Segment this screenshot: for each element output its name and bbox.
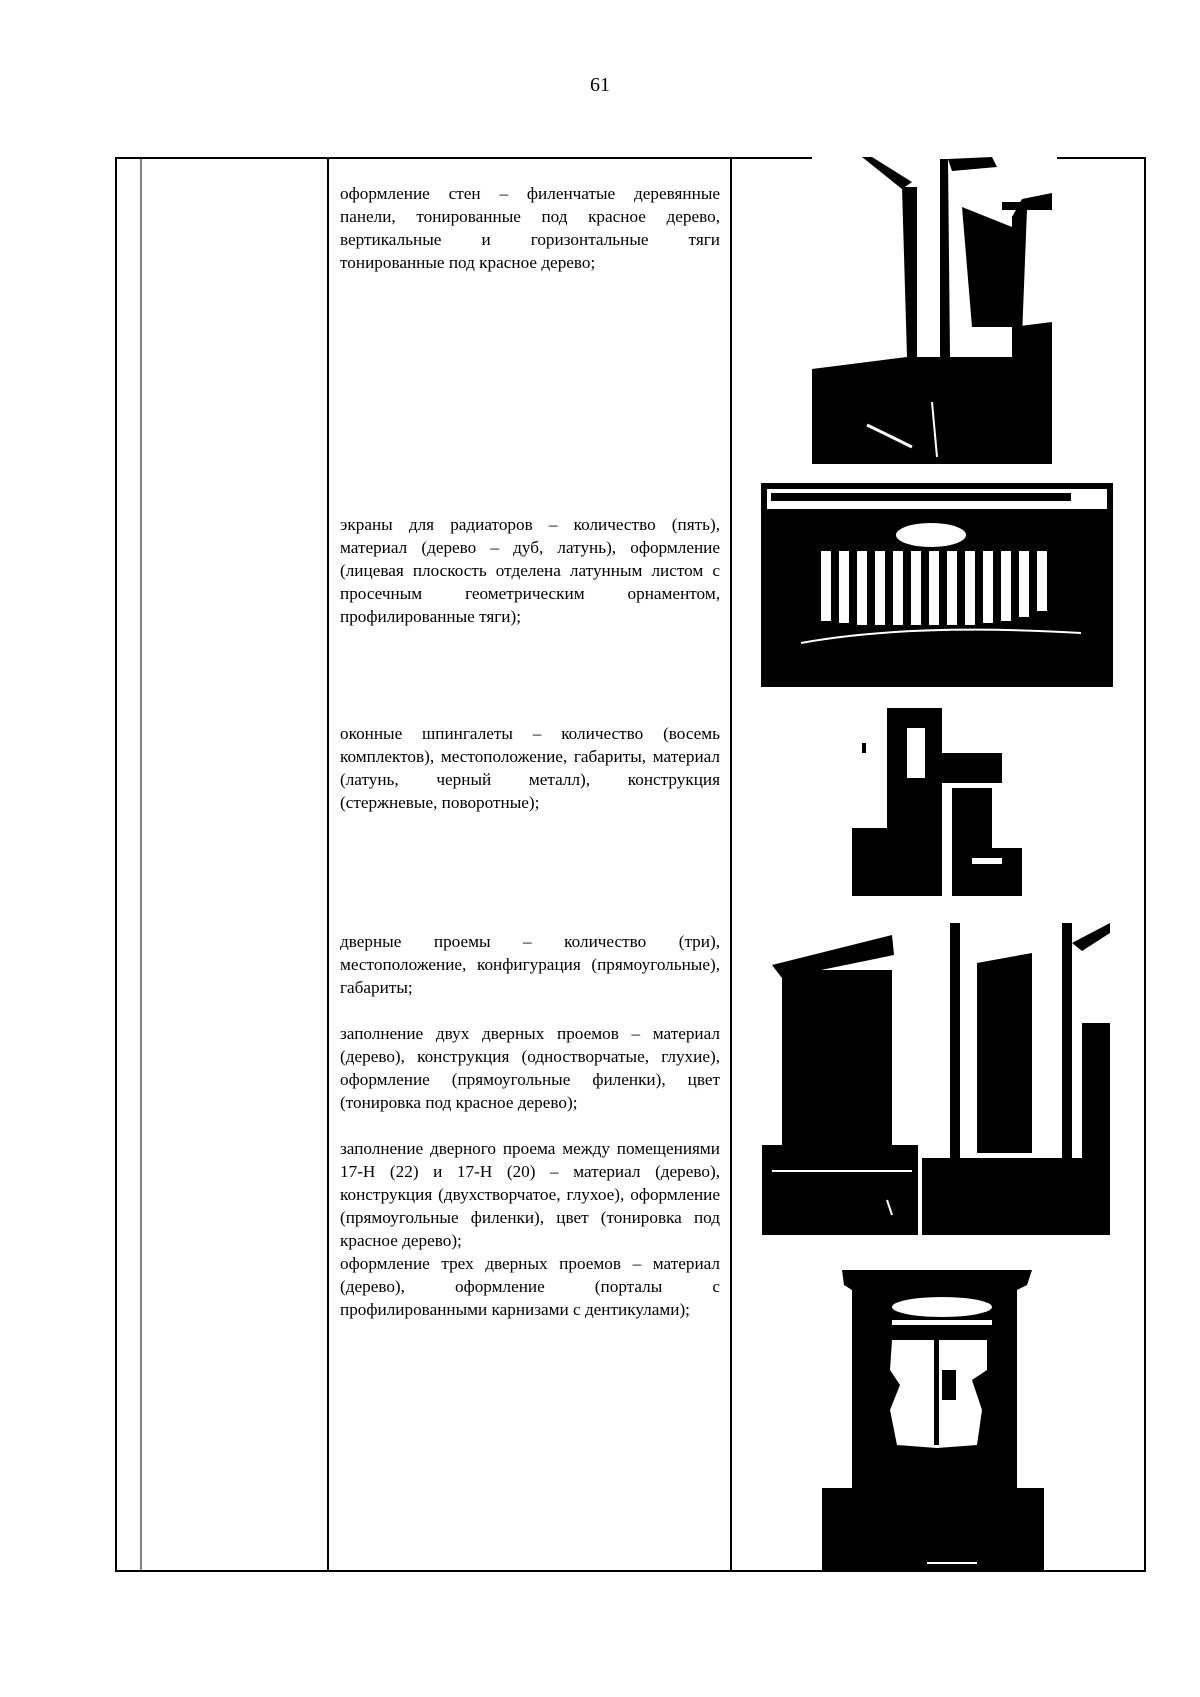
photo-radiator-screen: [761, 483, 1113, 687]
photo-door-single-right: [922, 923, 1110, 1235]
window-latches-text: оконные шпингалеты – количество (восемь комплектов), местоположение, габариты, материал (латунь, черный металл), конструкция (стержневые, поворотные);: [340, 724, 720, 812]
row-3-description: [340, 722, 720, 814]
page-number: 61: [590, 74, 610, 96]
radiator-screens-text: экраны для радиаторов – количество (пять), материал (дерево – дуб, латунь), оформление (лицевая плоскость отделена латунным листом с просечным геометрическим орнаментом, профилированные тяги);: [340, 515, 720, 626]
photo-window-latch: [852, 708, 1024, 896]
photo-door-portal-double: [822, 1270, 1044, 1572]
photo-wall-panels-corner: [812, 157, 1057, 464]
column-divider-2: [327, 159, 329, 1570]
row-4-description: [340, 930, 720, 1321]
door-portals-text: оформление трех дверных проемов – материал (дерево), оформление (порталы с профилированными карнизами с дентикулами);: [340, 1254, 720, 1319]
photo-door-single-left: [762, 930, 918, 1235]
double-door-fill-text: заполнение дверного проема между помещениями 17-Н (22) и 17-Н (20) – материал (дерево), конструкция (двухстворчатое, глухое), оформление (прямоугольные филенки), цвет (тонировка под красное дерево);: [340, 1139, 720, 1250]
door-openings-text: дверные проемы – количество (три), местоположение, конфигурация (прямоугольные), габариты;: [340, 932, 720, 997]
wall-finish-text: оформление стен – филенчатые деревянные панели, тонированные под красное дерево, вертикальные и горизонтальные тяги тонированные под красное дерево;: [340, 184, 720, 272]
column-divider-1: [140, 159, 142, 1570]
row-2-description: [340, 513, 720, 628]
two-doors-fill-text: заполнение двух дверных проемов – материал (дерево), конструкция (одностворчатые, глухие), оформление (прямоугольные филенки), цвет (тонировка под красное дерево);: [340, 1024, 720, 1112]
column-divider-3: [730, 159, 732, 1570]
row-1-description: [340, 182, 720, 274]
